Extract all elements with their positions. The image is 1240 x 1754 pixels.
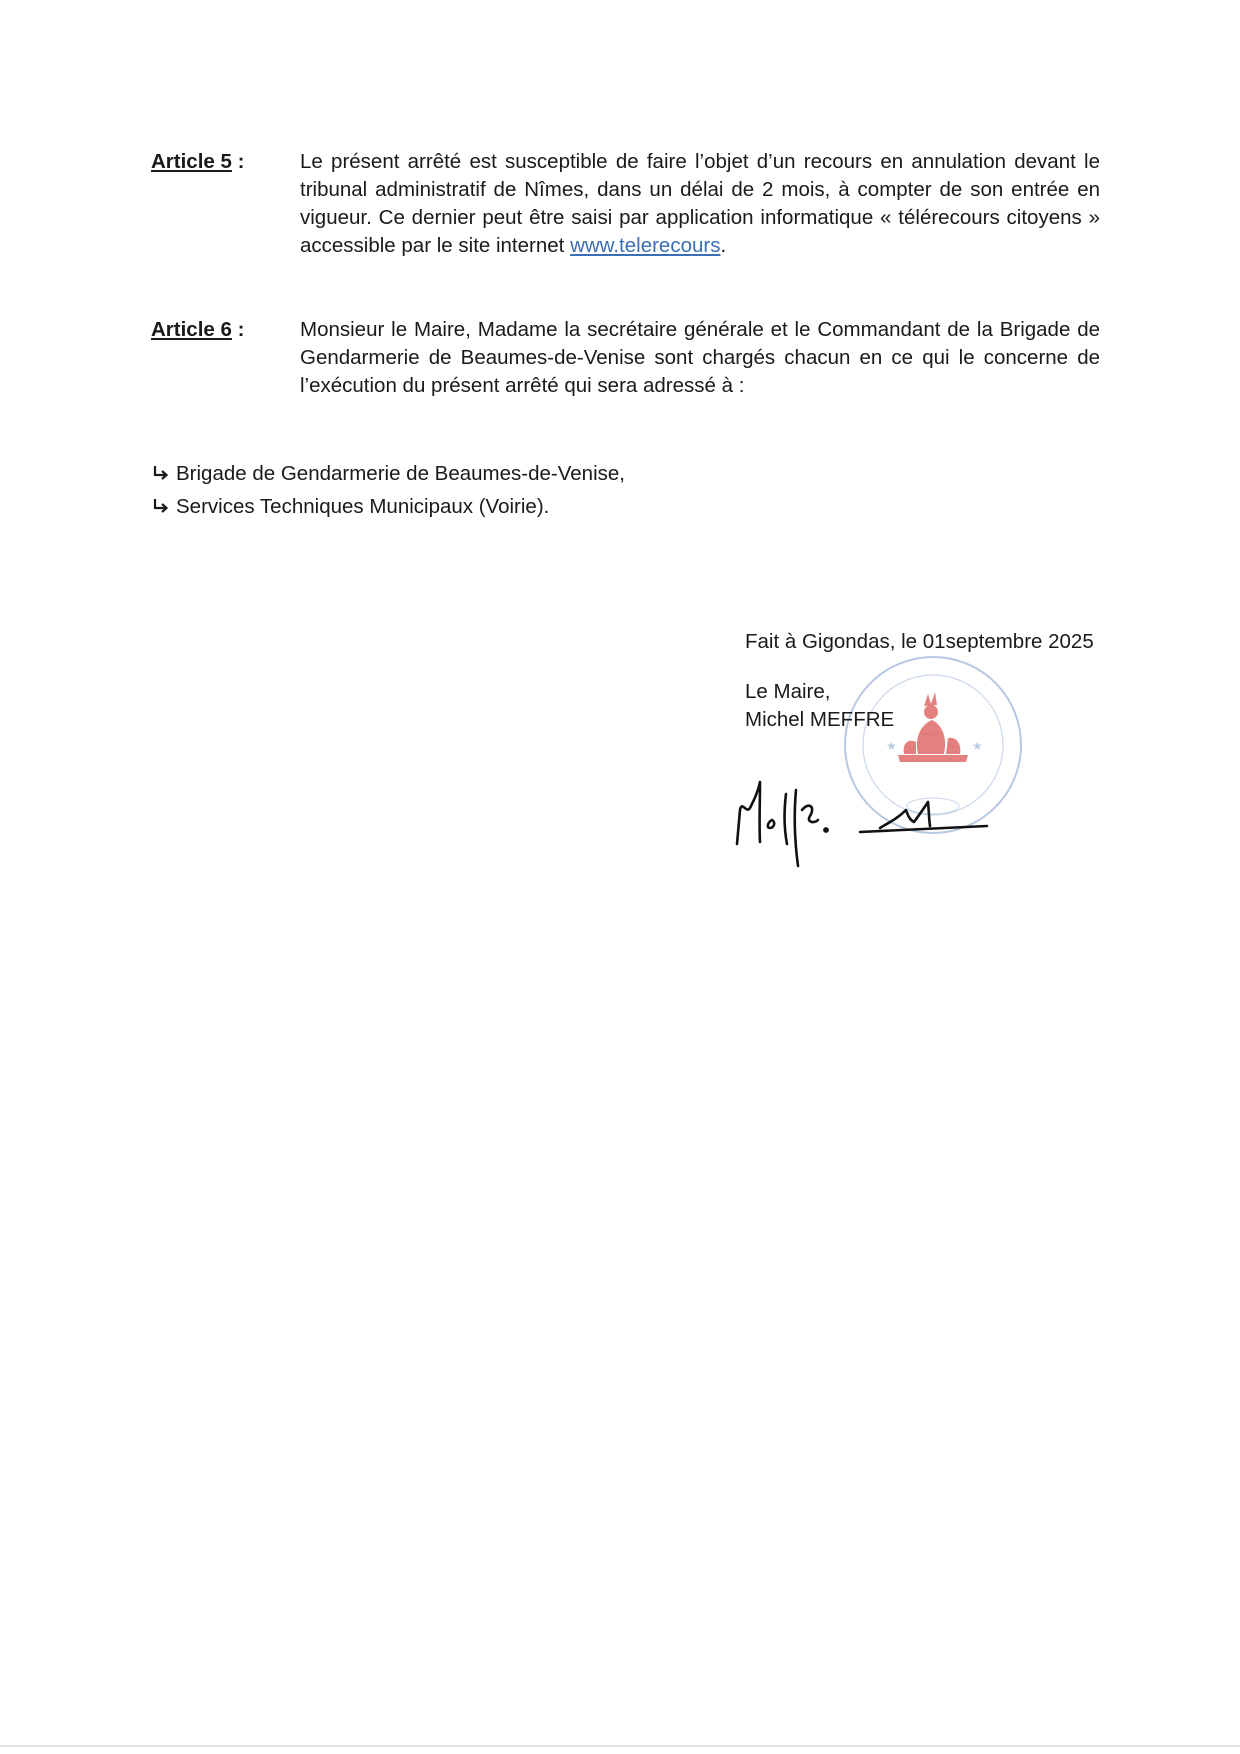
- article-6-label-text: Article 6: [151, 318, 232, 341]
- addressee-services-techniques: Services Techniques Municipaux (Voirie).: [176, 495, 550, 518]
- article-5-text: [300, 148, 1100, 260]
- handwritten-signature: [730, 770, 1000, 870]
- signatory-name: Michel MEFFRE: [745, 708, 895, 731]
- article-5-label-text: Article 5: [151, 150, 232, 173]
- addressee-gendarmerie: Brigade de Gendarmerie de Beaumes-de-Venise,: [176, 462, 625, 485]
- article-5-text-main: Le présent arrêté est susceptible de faire l’objet d’un recours en annulation devant le tribunal administratif de Nîmes, dans un délai de 2 mois, à compter de son entrée en vigueur. Ce dernier peut être saisi par application informatique « télérecours citoyens » accessible par le site internet: [300, 150, 1100, 257]
- article-5-text-end: .: [720, 234, 727, 257]
- signatory-role: Le Maire,: [745, 680, 831, 703]
- article-6-label: [151, 316, 291, 344]
- svg-text:★: ★: [886, 739, 897, 753]
- telerecours-link[interactable]: www.telerecours: [570, 234, 721, 257]
- addressee-list: [151, 457, 625, 523]
- article-5-label: [151, 148, 291, 176]
- article-6-label-suffix: :: [231, 318, 245, 341]
- place-and-date: Fait à Gigondas, le 01septembre 2025: [745, 630, 1094, 653]
- article-5-label-suffix: :: [231, 150, 245, 173]
- signature-block: [745, 628, 1094, 734]
- article-6-text: Monsieur le Maire, Madame la secrétaire générale et le Commandant de la Brigade de Gendarmerie de Beaumes-de-Venise sont chargés chacun en ce qui le concerne de l’exécution du présent arrêté qui sera adressé à :: [300, 318, 1100, 397]
- list-item: [151, 490, 625, 523]
- arrow-turn-right-icon: [151, 497, 171, 517]
- page-bottom-edge: [0, 1745, 1240, 1747]
- svg-text:★: ★: [972, 739, 983, 753]
- arrow-turn-right-icon: [151, 464, 171, 484]
- list-item: [151, 457, 625, 490]
